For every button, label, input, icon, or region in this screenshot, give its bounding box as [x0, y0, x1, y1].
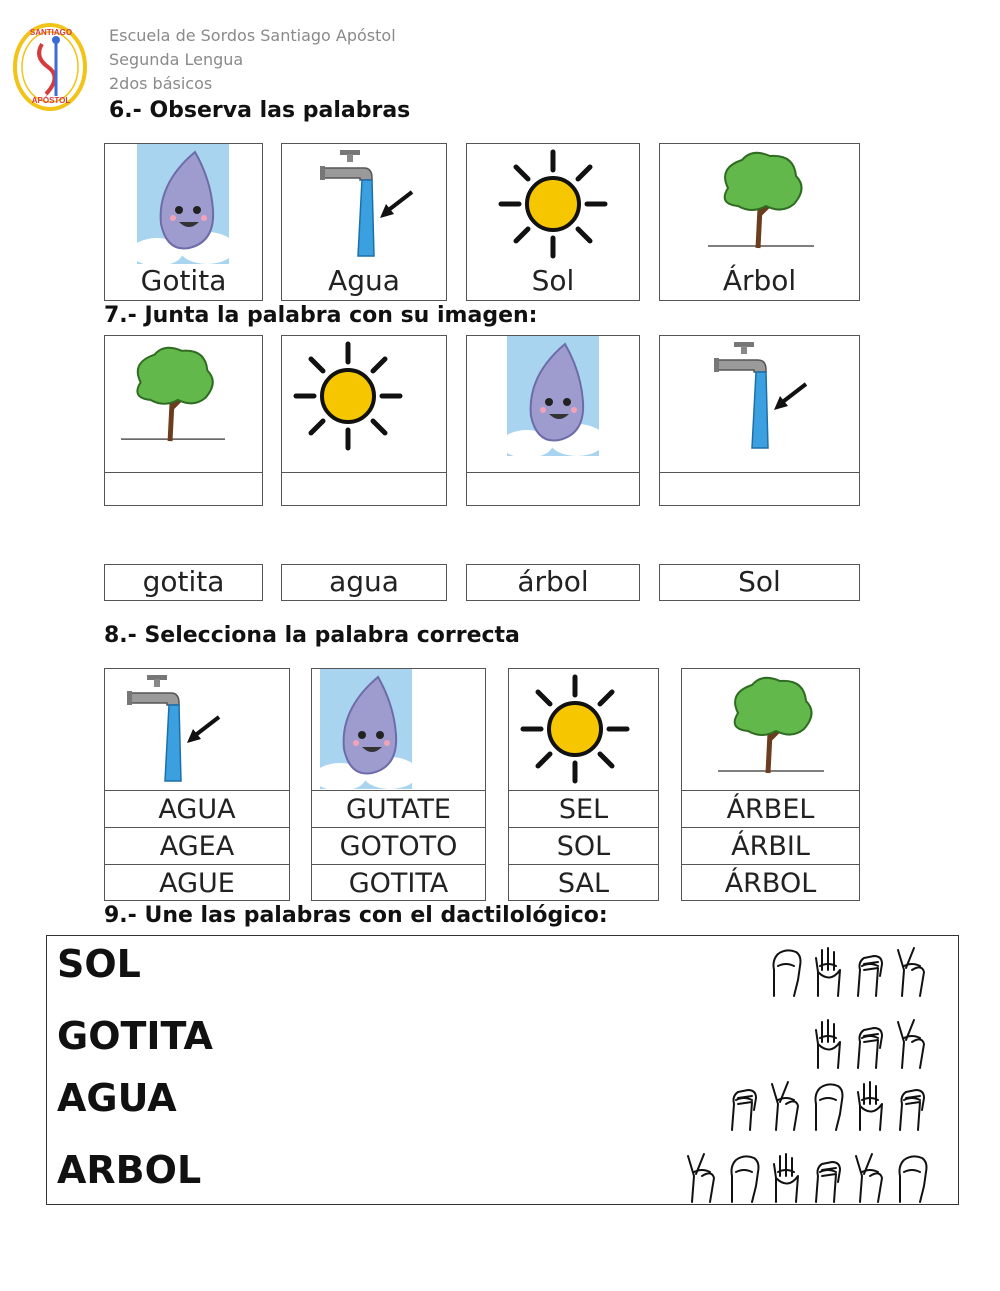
q7-card-4: [659, 335, 860, 506]
hand-sign-icon: [766, 940, 806, 1000]
q7-card-1: [104, 335, 263, 506]
q7-word-gotita[interactable]: gotita: [104, 564, 263, 601]
q9-matching-area: [46, 935, 959, 1205]
grade-name: 2dos básicos: [109, 74, 213, 93]
faucet-icon: [714, 340, 814, 452]
hand-sign-icon: [850, 1074, 890, 1134]
q6-card-arbol: [659, 143, 860, 301]
q8-group-agua: [104, 668, 290, 901]
logo-text-top: SANTIAGO: [29, 28, 73, 37]
q9-word-arbol[interactable]: ARBOL: [57, 1148, 202, 1192]
drop-icon: [137, 144, 229, 264]
hand-sign-icon: [724, 1074, 764, 1134]
fingerspelling-icon[interactable]: [722, 1074, 932, 1134]
q6-label: Sol: [531, 264, 575, 297]
q6-card-agua: [281, 143, 447, 301]
q7-card-2: [281, 335, 447, 506]
tree-icon: [708, 148, 814, 252]
hand-sign-icon: [808, 1074, 848, 1134]
fingerspelling-icon[interactable]: [806, 1012, 932, 1072]
q8-option[interactable]: GOTOTO: [312, 827, 485, 865]
hand-sign-icon: [808, 1146, 848, 1206]
q8-option[interactable]: ÁRBEL: [682, 790, 859, 828]
q9-word-sol[interactable]: SOL: [57, 942, 141, 986]
q8-group-arbol: [681, 668, 860, 901]
hand-sign-icon: [808, 940, 848, 1000]
hand-sign-icon: [724, 1146, 764, 1206]
q9-word-agua[interactable]: AGUA: [57, 1076, 177, 1120]
q8-option[interactable]: SOL: [509, 827, 658, 865]
q8-option[interactable]: AGUE: [105, 864, 289, 902]
q8-option[interactable]: ÁRBIL: [682, 827, 859, 865]
sun-icon: [519, 673, 631, 785]
q7-word-arbol[interactable]: árbol: [466, 564, 640, 601]
logo-text-bottom: APÓSTOL: [31, 96, 71, 105]
q9-title: 9.- Une las palabras con el dactilológico:: [104, 903, 608, 928]
hand-sign-icon: [766, 1146, 806, 1206]
q8-group-gotita: [311, 668, 486, 901]
q7-answer-slot[interactable]: [282, 472, 446, 507]
subject-name: Segunda Lengua: [109, 50, 244, 69]
hand-sign-icon: [850, 1012, 890, 1072]
hand-sign-icon: [892, 940, 932, 1000]
sun-icon: [292, 340, 404, 452]
faucet-icon: [127, 673, 227, 785]
faucet-icon: [320, 148, 420, 260]
hand-sign-icon: [682, 1146, 722, 1206]
q8-option[interactable]: GUTATE: [312, 790, 485, 828]
q8-option[interactable]: ÁRBOL: [682, 864, 859, 902]
hand-sign-icon: [892, 1074, 932, 1134]
hand-sign-icon: [808, 1012, 848, 1072]
q7-answer-slot[interactable]: [467, 472, 639, 507]
tree-icon: [718, 673, 824, 777]
school-name: Escuela de Sordos Santiago Apóstol: [109, 26, 396, 45]
hand-sign-icon: [892, 1146, 932, 1206]
tree-icon: [121, 342, 225, 446]
hand-sign-icon: [766, 1074, 806, 1134]
hand-sign-icon: [892, 1012, 932, 1072]
q6-label: Agua: [328, 264, 400, 297]
fingerspelling-icon[interactable]: [764, 940, 932, 1000]
q6-label: Gotita: [140, 264, 227, 297]
drop-icon: [320, 669, 412, 789]
hand-sign-icon: [850, 1146, 890, 1206]
q8-option[interactable]: GOTITA: [312, 864, 485, 902]
q7-answer-slot[interactable]: [105, 472, 262, 507]
q8-option[interactable]: AGUA: [105, 790, 289, 828]
hand-sign-icon: [850, 940, 890, 1000]
q7-word-agua[interactable]: agua: [281, 564, 447, 601]
q6-card-sol: [466, 143, 640, 301]
q6-title: 6.- Observa las palabras: [109, 98, 411, 123]
q8-option[interactable]: SAL: [509, 864, 658, 902]
q7-card-3: [466, 335, 640, 506]
q7-word-sol[interactable]: Sol: [659, 564, 860, 601]
q8-title: 8.- Selecciona la palabra correcta: [104, 623, 520, 648]
q6-card-gotita: [104, 143, 263, 301]
fingerspelling-icon[interactable]: [680, 1146, 932, 1206]
drop-icon: [507, 336, 599, 456]
q8-option[interactable]: AGEA: [105, 827, 289, 865]
q6-label: Árbol: [722, 264, 797, 297]
sun-icon: [497, 148, 609, 260]
q9-word-gotita[interactable]: GOTITA: [57, 1014, 213, 1058]
q7-answer-slot[interactable]: [660, 472, 859, 507]
q8-option[interactable]: SEL: [509, 790, 658, 828]
school-logo: [12, 22, 88, 112]
q7-title: 7.- Junta la palabra con su imagen:: [104, 303, 538, 328]
q8-group-sol: [508, 668, 659, 901]
